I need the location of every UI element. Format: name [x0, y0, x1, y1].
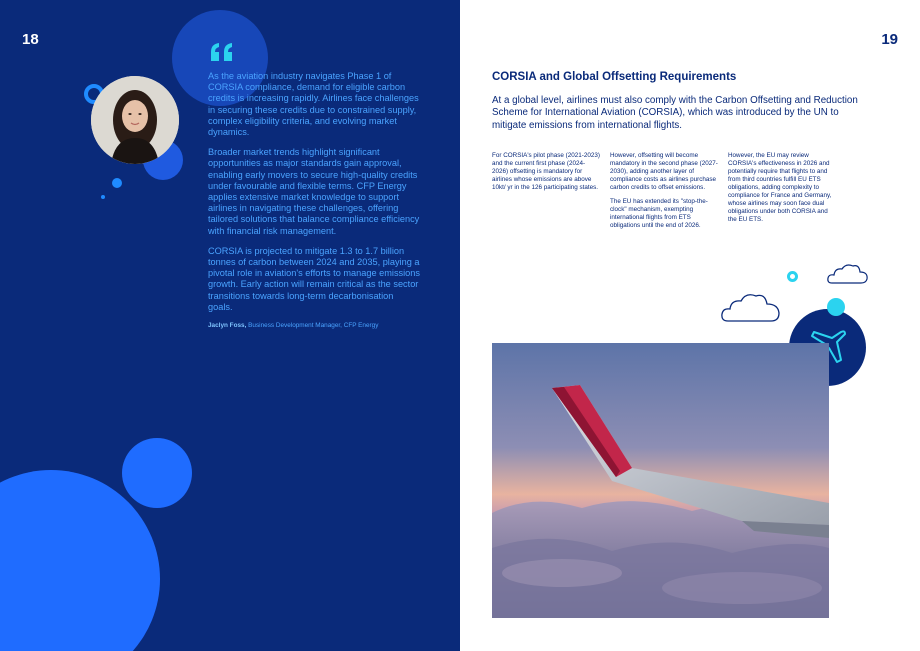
decor-ring [787, 271, 798, 282]
author-photo [91, 76, 179, 164]
column-paragraph: However, offsetting will become mandatory in the second phase (2027-2030), adding another layer of compliance costs as airlines purchase carbon credits to offset emissions. [610, 152, 718, 191]
column-paragraph: For CORSIA's pilot phase (2021-2023) and the current first phase (2024-2026) offsetting is mandatory for airlines whose emissions are above 10kt/ yr in the 126 participating states. [492, 152, 600, 191]
right-page [460, 0, 920, 651]
attribution-name: Jaclyn Foss, [208, 322, 247, 330]
quote-paragraph: Broader market trends highlight significant opportunities as major standards gain approval, enabling early movers to secure high-quality credits under favourable and flexible terms. CFP Energy applies extensive market knowledge to support airlines in navigating these challenges, offering tailored solutions that balance compliance efficiency with financial risk management. [208, 147, 420, 236]
section-title: CORSIA and Global Offsetting Requirements [492, 71, 737, 83]
decor-dot [827, 298, 845, 316]
attribution-role: Business Development Manager, CFP Energy [246, 322, 379, 330]
cloud-icon [720, 290, 782, 324]
page-number-right: 19 [881, 31, 898, 48]
decor-dot [112, 178, 122, 188]
airplane-wing-photo [492, 343, 829, 618]
text-column-1 [492, 152, 600, 198]
column-paragraph: However, the EU may review CORSIA's effectiveness in 2026 and potentially require that flights to and from third countries fulfill EU ETS obligations, adding complexity to compliance for France and Germany, whose airlines may soon face dual obligations under both CORSIA and the EU ETS. [728, 152, 832, 223]
section-intro: At a global level, airlines must also comply with the Carbon Offsetting and Reduction Scheme for International Aviation (CORSIA), which was introduced by the UN to mitigate emissions from international flights. [492, 95, 858, 131]
text-column-2 [610, 152, 718, 236]
quote-paragraph: As the aviation industry navigates Phase 1 of CORSIA compliance, demand for eligible carbon credits is increasing rapidly. Airlines face challenges in securing these credits due to constrained supply, complex eligibility criteria, and evolving market dynamics. [208, 71, 419, 138]
text-column-3 [728, 152, 836, 230]
quote-block [208, 71, 420, 331]
column-paragraph: The EU has extended its "stop-the-clock" mechanism, exempting international flights from ETS obligations until the end of 2026. [610, 198, 708, 229]
page-number-left: 18 [22, 31, 39, 48]
cloud-icon [826, 262, 870, 286]
quote-paragraph: CORSIA is projected to mitigate 1.3 to 1.7 billion tonnes of carbon between 2024 and 2035, playing a pivotal role in aviation's efforts to manage emissions growth. Early action will remain critical as the sector transitions towards long-term decarbonisation goals. [208, 245, 420, 312]
quote-icon [210, 42, 234, 62]
decor-circle [122, 438, 192, 508]
decor-dot [101, 195, 105, 199]
quote-attribution [208, 320, 420, 331]
